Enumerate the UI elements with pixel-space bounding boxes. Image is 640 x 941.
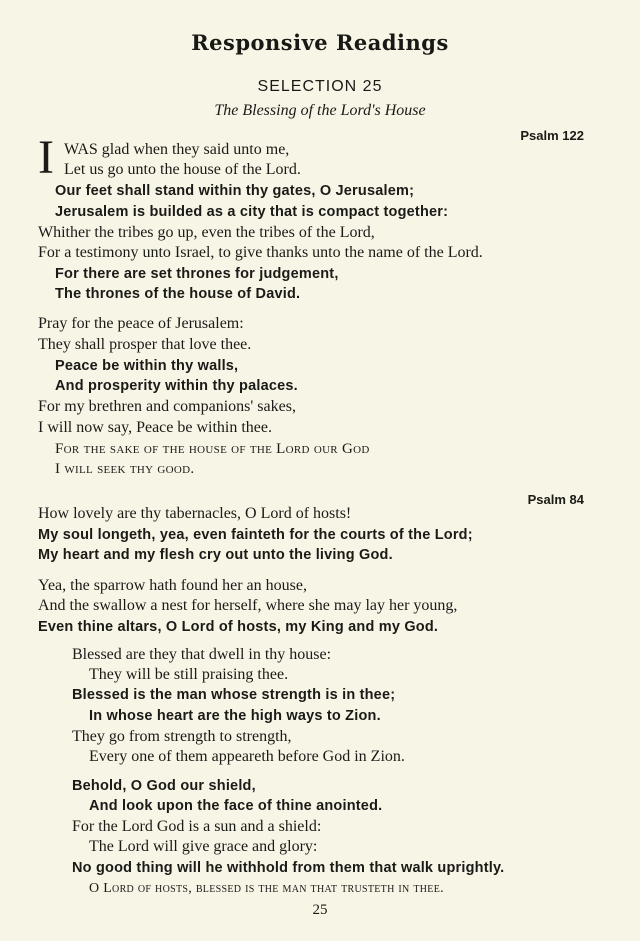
- reading-line: Behold, O God our shield,: [72, 778, 256, 794]
- drop-cap: I: [38, 131, 54, 184]
- reading-line: The thrones of the house of David.: [55, 286, 301, 302]
- reading-line: The Lord will give grace and glory:: [89, 838, 318, 855]
- reading-line: They will be still praising thee.: [89, 666, 289, 683]
- reading-line: Every one of them appeareth before God in Zion.: [89, 748, 405, 765]
- selection-subtitle: The Blessing of the Lord's House: [214, 102, 426, 119]
- reading-line: O Lord of hosts, blessed is the man that trusteth in thee.: [89, 881, 444, 896]
- reading-line: I will seek thy good.: [55, 461, 195, 477]
- reading-line: Whither the tribes go up, even the tribes of the Lord,: [38, 224, 375, 241]
- reading-line: My heart and my flesh cry out unto the living God.: [38, 547, 393, 563]
- reading-line: They shall prosper that love thee.: [38, 336, 252, 353]
- reading-line: Yea, the sparrow hath found her an house,: [38, 577, 307, 594]
- page-number: 25: [312, 902, 328, 918]
- reading-line: Our feet shall stand within thy gates, O Jerusalem;: [55, 183, 415, 199]
- reading-line: In whose heart are the high ways to Zion.: [89, 708, 381, 724]
- reading-line: For my brethren and companions' sakes,: [38, 398, 296, 415]
- reading-line: WAS glad when they said unto me,: [64, 141, 290, 158]
- reading-line: Even thine altars, O Lord of hosts, my King and my God.: [38, 619, 439, 635]
- reading-line: My soul longeth, yea, even fainteth for the courts of the Lord;: [38, 527, 473, 543]
- reading-line: And the swallow a nest for herself, where she may lay her young,: [38, 597, 458, 614]
- psalm-84-label: Psalm 84: [527, 492, 584, 507]
- selection-title: SELECTION 25: [257, 78, 383, 95]
- reading-line: For the sake of the house of the Lord our God: [55, 441, 370, 457]
- reading-line: No good thing will he withhold from them that walk uprightly.: [72, 860, 505, 876]
- reading-line: And prosperity within thy palaces.: [55, 378, 298, 394]
- reading-line: And look upon the face of thine anointed.: [89, 798, 383, 814]
- reading-line: How lovely are thy tabernacles, O Lord of hosts!: [38, 505, 352, 522]
- reading-line: For the Lord God is a sun and a shield:: [72, 818, 322, 835]
- reading-line: For a testimony unto Israel, to give thanks unto the name of the Lord.: [38, 244, 483, 261]
- reading-line: Pray for the peace of Jerusalem:: [38, 315, 244, 332]
- psalm-122-label: Psalm 122: [520, 128, 584, 143]
- reading-line: Jerusalem is builded as a city that is compact together:: [55, 204, 449, 220]
- reading-line: Blessed are they that dwell in thy house:: [72, 646, 332, 663]
- reading-line: I will now say, Peace be within thee.: [38, 419, 273, 436]
- reading-line: They go from strength to strength,: [72, 728, 292, 745]
- reading-line: Blessed is the man whose strength is in thee;: [72, 687, 396, 703]
- reading-line: Peace be within thy walls,: [55, 358, 239, 374]
- reading-line: For there are set thrones for judgement,: [55, 266, 339, 282]
- page-header-title: Responsive Readings: [191, 30, 449, 55]
- reading-line: Let us go unto the house of the Lord.: [64, 161, 301, 178]
